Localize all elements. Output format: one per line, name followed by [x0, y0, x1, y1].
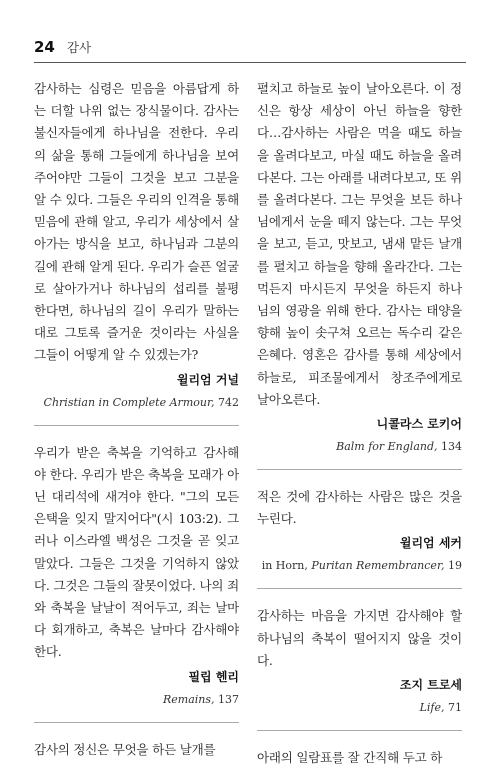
quote-divider: [257, 730, 462, 731]
source-page: 742: [214, 395, 239, 409]
source-title: Christian in Complete Armour,: [43, 395, 215, 409]
quote-text: 감사하는 심령은 믿음을 아름답게 하는 더할 나위 없는 장식물이다. 감사는 불신자들에게 하나님을 전한다. 우리의 삶을 통해 그들에게 하나님을 보여주어야만 그들이 그것을 보고 그분을 알 수 있다. 그들은 우리의 인격을 통해 믿음에 관해 알고, 우리가 세상에서 살아가는 방식을 보고, 하나님과 그분의 길에 관해 알게 된다. 우리가 슬픈 얼굴로 살아가거나 하나님의 섭리를 불평한다면, 하나님의 길이 우리가 말하는 대로 그토록 즐거운 것이라는 사실을 그들이 어떻게 알 수 있겠는가?: [34, 81, 239, 363]
quote-author: 니콜라스 로키어: [376, 417, 462, 432]
quote-block: [257, 78, 462, 455]
quote-text: 우리가 받은 축복을 기억하고 감사해야 한다. 우리가 받은 축복을 모래가 아닌 대리석에 새겨야 한다. "그의 모든 은택을 잊지 말지어다"(시 103:2). 그러나 이스라엘 백성은 그것을 곧 잊고 말았다. 그들은 그것을 기억하지 않았다. 그것은 그들의 잘못이었다. 나의 죄와 축복을 날날이 적어두고, 죄는 날마다 회개하고, 축복은 날마다 감사해야 한다.: [34, 444, 239, 660]
quote-text: 적은 것에 감사하는 사람은 많은 것을 누린다.: [257, 489, 462, 527]
quote-divider: [34, 425, 239, 426]
quote-source: [34, 395, 239, 411]
quote-author: 윌리엄 거널: [176, 372, 239, 387]
quote-text: 감사의 정신은 무엇을 하든 날개를: [34, 741, 216, 757]
quote-divider: [257, 588, 462, 589]
header-rule: [34, 62, 466, 63]
quote-source: [257, 558, 462, 574]
quote-author: 필립 헨리: [188, 669, 239, 684]
quote-block: [34, 442, 239, 708]
quote-block: [257, 486, 462, 574]
quote-author: 조지 트로세: [399, 678, 462, 693]
quote-text: 아래의 일람표를 잘 간직해 두고 하: [257, 750, 443, 766]
quote-author: 윌리엄 세커: [399, 536, 462, 551]
quote-source: [257, 439, 462, 455]
quote-divider: [257, 469, 462, 470]
quote-divider: [34, 722, 239, 723]
left-column: [34, 78, 239, 761]
right-column: [257, 78, 462, 769]
section-title: 감사: [66, 40, 92, 55]
source-page: 71: [444, 701, 462, 715]
quote-block: [257, 605, 462, 716]
page-number: 24: [34, 38, 55, 56]
quote-block: [34, 739, 239, 761]
source-title: Life,: [419, 701, 445, 715]
source-page: 134: [437, 440, 462, 454]
source-page: 19: [444, 559, 462, 573]
running-header: [34, 38, 91, 58]
quote-source: [257, 700, 462, 716]
quote-text: 펼치고 하늘로 높이 날아오른다. 이 정신은 항상 세상이 아닌 하늘을 향한다…감사하는 사람은 먹을 때도 하늘을 올려다보고, 마실 때도 하늘을 올려다본다. 그는 아래를 내려다보고, 또 위를 올려다본다. 그는 무엇을 보든 하나님에게서 눈을 떼지 않는다. 그는 무엇을 보고, 듣고, 맛보고, 냄새 맡든 날개를 펼치고 하늘을 향해 올라간다. 그는 먹든지 마시든지 무엇을 하든지 하나님의 영광을 위해 한다. 감사는 태양을 향해 높이 솟구쳐 오르는 독수리 같은 은혜다. 영혼은 감사를 통해 세상에서 하늘로, 피조물에게서 창조주에게로 날아오른다.: [257, 81, 462, 407]
quote-block: [257, 747, 462, 769]
source-prefix: in Horn,: [261, 559, 312, 573]
source-title: Balm for England,: [336, 440, 438, 454]
quote-text: 감사하는 마음을 가지면 감사해야 할 하나님의 축복이 떨어지지 않을 것이다.: [257, 608, 462, 668]
source-title: Remains,: [162, 692, 215, 706]
quote-block: [34, 78, 239, 411]
source-page: 137: [214, 692, 239, 706]
source-title: Puritan Remembrancer,: [311, 559, 445, 573]
quote-source: [34, 692, 239, 708]
